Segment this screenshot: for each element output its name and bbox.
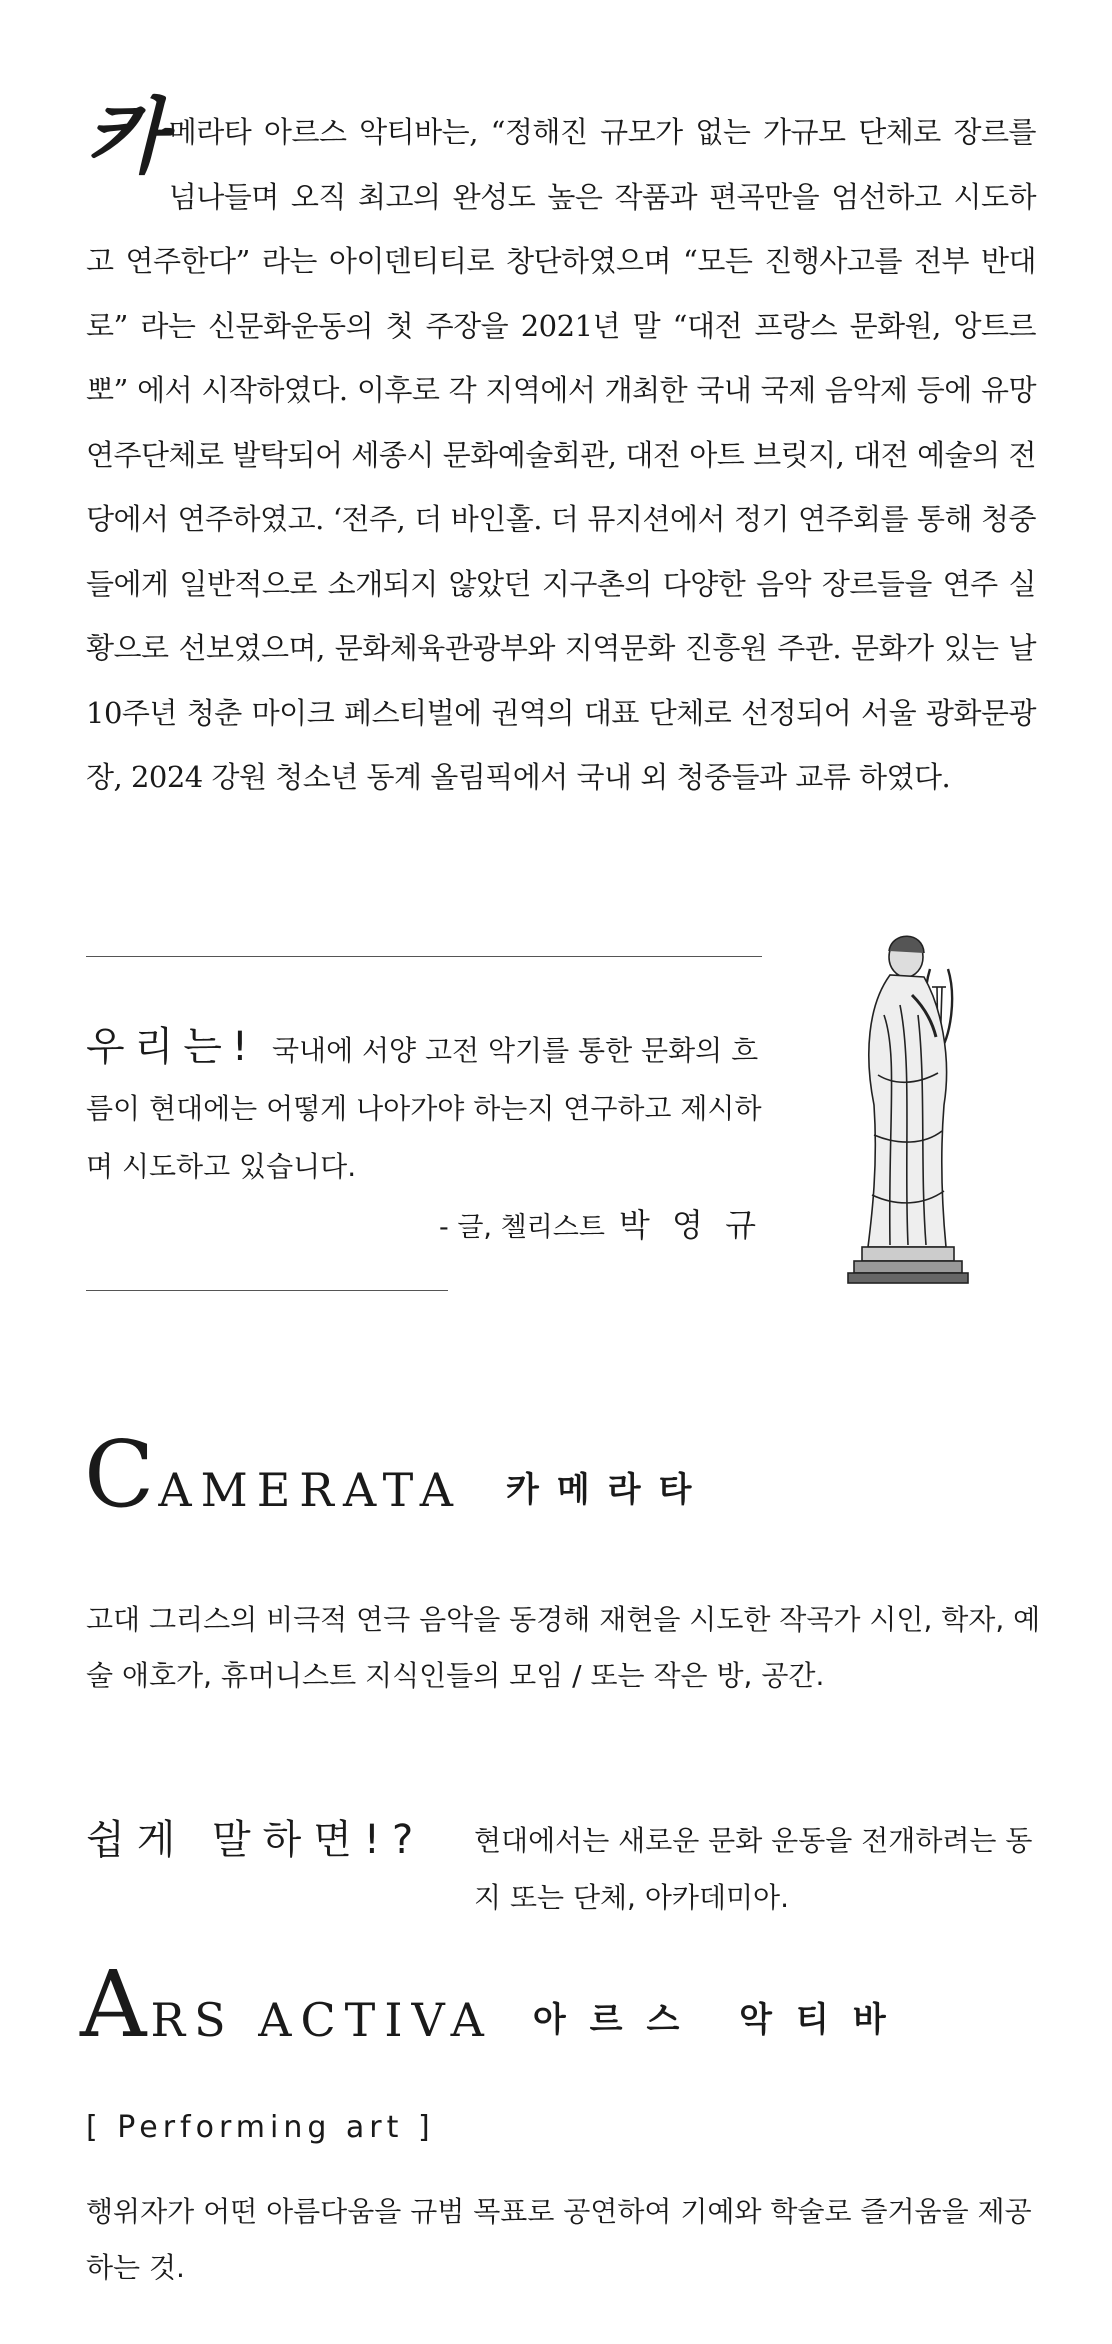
camerata-rest: AMERATA <box>158 1463 463 1517</box>
camerata-description: 고대 그리스의 비극적 연극 음악을 동경해 재현을 시도한 작곡가 시인, 학자, 예술 애호가, 휴머니스트 지식인들의 모임 / 또는 작은 방, 공간. <box>86 1603 1041 1692</box>
we-section <box>86 1018 762 1196</box>
ars-korean: 아르스 악티바 <box>532 2000 910 2040</box>
camerata-korean: 카메라타 <box>506 1470 710 1510</box>
ars-activa-description: 행위자가 어떤 아름다움을 규범 목표로 공연하여 기예와 학술로 즐거움을 제공하는 것. <box>86 2195 1032 2284</box>
intro-text: 메라타 아르스 악티바는, “정해진 규모가 없는 가규모 단체로 장르를 넘나들며 오직 최고의 완성도 높은 작품과 편곡만을 엄선하고 시도하고 연주한다” 라는 아이덴티티로 창단하였으며 “모든 진행사고를 전부 반대로” 라는 신문화운동의 첫 주장을 2021년 말 “대전 프랑스 문화원, 앙트르뽀” 에서 시작하였다. 이후로 각 지역에서 개최한 국내 국제 음악제 등에 유망 연주단체로 발탁되어 세종시 문화예술회관, 대전 아트 브릿지, 대전 예술의 전당에서 연주하였고. ‘전주, 더 바인홀. 더 뮤지션에서 정기 연주회를 통해 청중들에게 일반적으로 소개되지 않았던 지구촌의 다양한 음악 장르들을 연주 실황으로 선보였으며, 문화체육관광부와 지역문화 진흥원 주관. 문화가 있는 날 10주년 청춘 마이크 페스티벌에 권역의 대표 단체로 선정되어 서울 광화문광장, 2024 강원 청소년 동계 올림픽에서 국내 외 청중들과 교류 하였다. <box>86 115 1036 794</box>
we-body-text: 국내에 서양 고전 악기를 통한 문화의 흐름이 현대에는 어떻게 나아가야 하는지 연구하고 제시하며 시도하고 있습니다. <box>86 1034 762 1183</box>
camerata-title <box>84 1421 710 1528</box>
ars-activa-title <box>80 1951 910 2058</box>
performing-art-subheading: [ Performing art ] <box>86 2110 435 2145</box>
camerata-initial: C <box>84 1421 159 1528</box>
divider-bottom <box>86 1290 448 1291</box>
ars-rest: RS ACTIVA <box>150 1993 493 2047</box>
intro-paragraph <box>86 89 1036 810</box>
we-heading: 우리는! <box>86 1024 258 1070</box>
divider-top <box>86 956 762 957</box>
drop-cap: 카 <box>86 89 165 185</box>
simply-description: 현대에서는 새로운 문화 운동을 전개하려는 동지 또는 단체, 아카데미아. <box>474 1824 1033 1914</box>
lyre-statue-icon <box>828 925 990 1305</box>
ars-initial: A <box>80 1951 151 2058</box>
signature-prefix: - 글, 첼리스트 <box>439 1212 605 1243</box>
simply-heading: 쉽게 말하면!? <box>86 1817 426 1863</box>
signature <box>439 1200 762 1246</box>
signature-name: 박 영 규 <box>618 1206 762 1244</box>
